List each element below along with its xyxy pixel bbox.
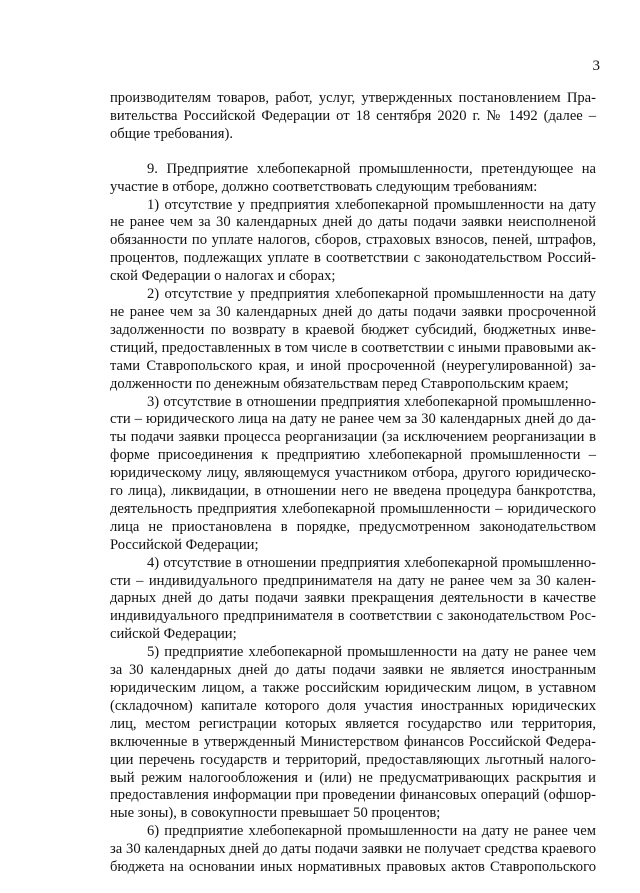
text-line: лиц, местом регистрации которых является государство или территория, (110, 715, 596, 732)
paragraph (110, 555, 596, 645)
text-line: ции перечень государств и территорий, предоставляющих льготный налого- (110, 751, 596, 768)
text-line: 9. Предприятие хлебопекарной промышленности, претендующее на (147, 160, 596, 177)
text-line: сийской Федерации; (110, 626, 237, 643)
text-line: ской Федерации о налогах и сборах; (110, 268, 336, 285)
paragraph (110, 286, 596, 393)
text-line: 2) отсутствие у предприятия хлебопекарной промышленности на дату (147, 286, 596, 303)
text-line: бюджета на основании иных нормативных правовых актов Ставропольского (110, 859, 596, 876)
text-line: Российской Федерации; (110, 536, 259, 553)
text-line: общие требования). (110, 125, 233, 142)
text-line: включенные в утвержденный Министерством финансов Российской Федера- (110, 733, 596, 750)
text-line: (складочном) капитале которого доля участия иностранных юридических (110, 697, 596, 714)
text-line: сти – индивидуального предпринимателя на дату не ранее чем за 30 кален- (110, 572, 596, 589)
text-line: го лица), ликвидации, в отношении него не введена процедура банкротства, (110, 483, 596, 500)
text-line: обязанности по уплате налогов, сборов, страховых взносов, пеней, штрафов, (110, 232, 596, 249)
text-line: юридическому лицу, являющемуся участником отбора, другого юридическо- (110, 465, 596, 482)
text-line: юридическим лицом, а также российским юридическим лицом, в уставном (110, 680, 596, 696)
text-line: процентов, подлежащих уплате в соответствии с законодательством Россий- (110, 250, 596, 267)
text-line: сти – юридического лица на дату не ранее чем за 30 календарных дней до да- (110, 411, 596, 428)
text-line: долженности по денежным обязательствам перед Ставропольским краем; (110, 375, 569, 392)
text-line: 5) предприятие хлебопекарной промышленности на дату не ранее чем (147, 644, 596, 661)
text-line: за 30 календарных дней до даты подачи заявки не получает средства краевого (110, 841, 596, 858)
text-line: лица не приостановлена в порядке, предусмотренном законодательством (110, 518, 596, 535)
text-line: не ранее чем за 30 календарных дней до даты подачи заявки просроченной (110, 303, 596, 320)
text-line: дарных дней до даты подачи заявки прекращения деятельности в качестве (110, 590, 596, 607)
text-line: не ранее чем за 30 календарных дней до даты подачи заявки неисполненой (110, 214, 596, 231)
text-line: 3) отсутствие в отношении предприятия хлебопекарной промышленно- (147, 393, 596, 410)
text-line: 6) предприятие хлебопекарной промышленности на дату не ранее чем (147, 823, 596, 840)
paragraph (110, 823, 596, 877)
text-line: за 30 календарных дней до даты подачи заявки не является иностранным (110, 662, 596, 679)
text-line: индивидуального предпринимателя в соответствии с законодательством Рос- (110, 608, 596, 625)
text-line: предоставления информации при проведении финансовых операций (офшор- (110, 787, 596, 804)
document-body (110, 90, 596, 877)
text-line: вый режим налогообложения и (или) не предусматривающих раскрытия и (110, 769, 596, 786)
text-line: стиций, предоставленных в том числе в соответствии с иными правовыми ак- (110, 339, 596, 356)
paragraph (110, 197, 596, 287)
paragraph-gap (110, 144, 596, 161)
text-line: ные зоны), в совокупности превышает 50 процентов; (110, 805, 441, 822)
text-line: задолженности по возврату в краевой бюджет субсидий, бюджетных инве- (110, 321, 596, 338)
text-line: форме присоединения к предприятию хлебопекарной промышленности – (110, 447, 596, 464)
text-line: тами Ставропольского края, и иной просроченной (неурегулированной) за- (110, 357, 596, 374)
text-line: 4) отсутствие в отношении предприятия хлебопекарной промышленно- (147, 554, 596, 571)
text-line: участие в отборе, должно соответствовать следующим требованиям: (110, 178, 538, 195)
page-number: 3 (592, 58, 600, 74)
text-line: деятельность предприятия хлебопекарной промышленности – юридического (110, 500, 596, 517)
paragraph (110, 161, 596, 197)
text-line: вительства Российской Федерации от 18 сентября 2020 г. № 1492 (далее – (110, 107, 596, 124)
paragraph (110, 90, 596, 144)
text-line: 1) отсутствие у предприятия хлебопекарной промышленности на дату (147, 196, 596, 213)
paragraph (110, 394, 596, 555)
text-line: производителям товаров, работ, услуг, утвержденных постановлением Пра- (110, 90, 596, 106)
text-line: ты подачи заявки процесса реорганизации (за исключением реорганизации в (110, 429, 596, 446)
paragraph (110, 644, 596, 823)
